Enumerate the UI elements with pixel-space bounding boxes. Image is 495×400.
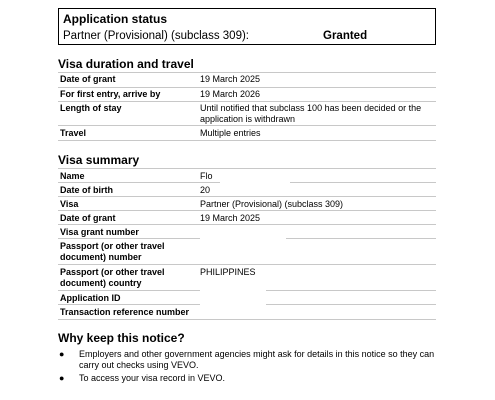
- row-value: Partner (Provisional) (subclass 309): [200, 199, 344, 209]
- row-label: Length of stay: [60, 103, 122, 113]
- row-label: Date of grant: [60, 213, 116, 223]
- row-value: 20: [200, 185, 211, 195]
- divider: [58, 125, 436, 126]
- duration-heading: Visa duration and travel: [58, 57, 194, 71]
- divider: [58, 140, 436, 141]
- row-label: Name: [60, 171, 85, 181]
- row-value: 19 March 2025: [200, 213, 261, 223]
- row-label: Passport (or other travel document) number: [60, 241, 165, 262]
- row-value: Until notified that subclass 100 has been decided or the application is withdrawn: [200, 103, 422, 124]
- divider: [58, 210, 436, 211]
- row-label: Date of birth: [60, 185, 113, 195]
- divider: [58, 196, 436, 197]
- application-status-title: Application status: [63, 12, 168, 26]
- redaction-mask: [200, 225, 286, 263]
- row-value: Multiple entries: [200, 128, 261, 138]
- row-label: Passport (or other travel document) country: [60, 267, 165, 288]
- divider: [58, 87, 436, 88]
- row-value: PHILIPPINES: [200, 267, 256, 277]
- row-value: 19 March 2026: [200, 89, 261, 99]
- divider: [58, 264, 436, 265]
- row-label: Transaction reference number: [60, 307, 190, 317]
- bullet-text: To access your visa record in VEVO.: [79, 373, 226, 383]
- row-label: Travel: [60, 128, 87, 138]
- redaction-mask: [200, 281, 266, 317]
- divider: [58, 72, 436, 73]
- bullet-text: Employers and other government agencies might ask for details in this notice so they can carry out checks using VEVO.: [79, 349, 435, 370]
- bullet-icon: ●: [59, 373, 65, 383]
- row-value: 19 March 2025: [200, 74, 261, 84]
- redaction-mask: [220, 169, 290, 193]
- visa-subclass-label: Partner (Provisional) (subclass 309):: [63, 30, 249, 42]
- application-status-box: [58, 8, 436, 45]
- row-label: Application ID: [60, 293, 121, 303]
- divider: [58, 101, 436, 102]
- row-label: Visa grant number: [60, 227, 139, 237]
- status-value: Granted: [323, 30, 368, 42]
- divider: [58, 319, 436, 320]
- row-value: Flo: [200, 171, 213, 181]
- bullet-icon: ●: [59, 349, 65, 359]
- row-label: Visa: [60, 199, 79, 209]
- why-heading: Why keep this notice?: [58, 331, 185, 345]
- summary-heading: Visa summary: [58, 153, 140, 167]
- row-label: For first entry, arrive by: [60, 89, 161, 99]
- row-label: Date of grant: [60, 74, 116, 84]
